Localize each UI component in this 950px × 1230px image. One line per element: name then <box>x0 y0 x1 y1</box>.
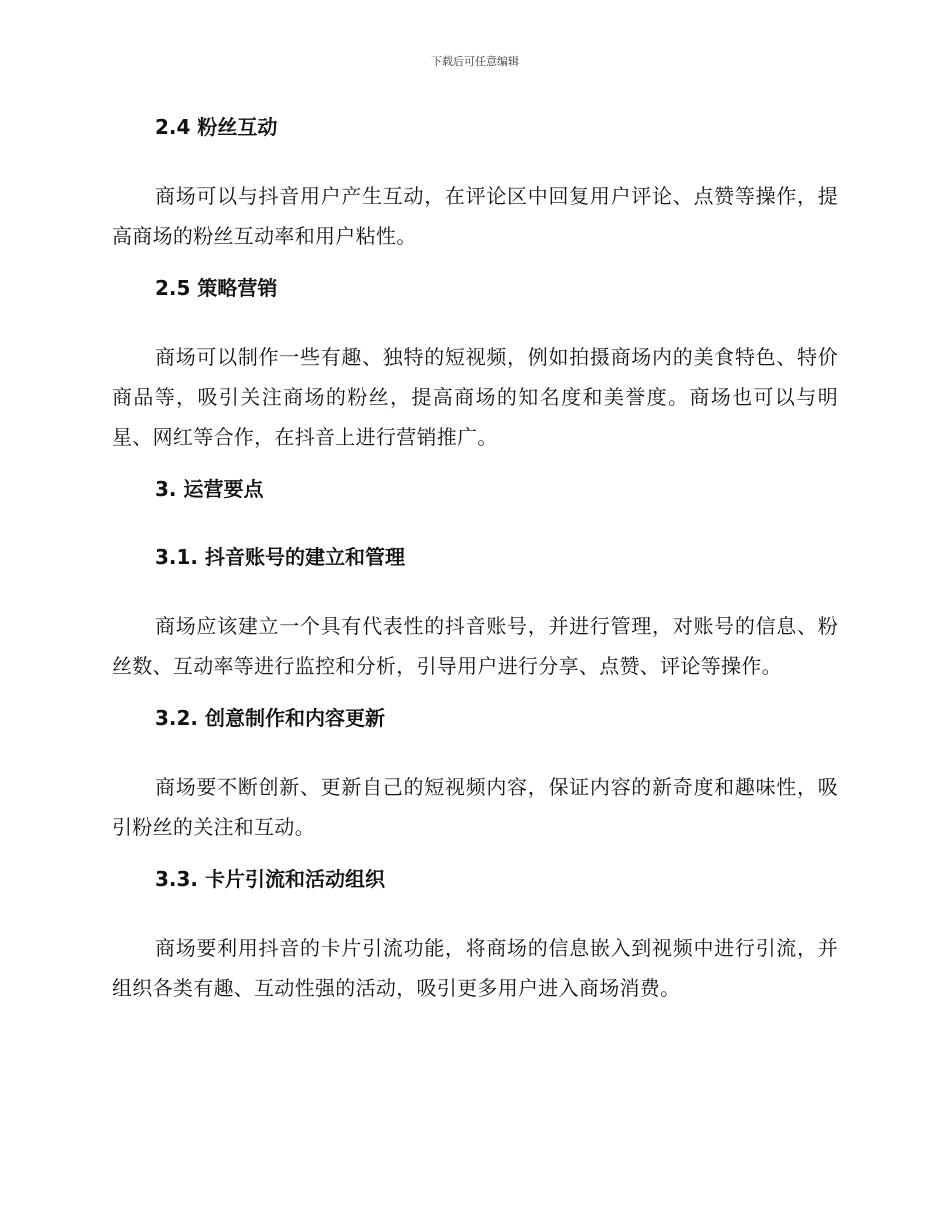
section-heading-3-1: 3.1. 抖音账号的建立和管理 <box>155 545 405 569</box>
section-heading-3: 3. 运营要点 <box>155 477 264 501</box>
section-paragraph-2-4: 商场可以与抖音用户产生互动，在评论区中回复用户评论、点赞等操作，提高商场的粉丝互动率和用户粘性。 <box>112 184 838 248</box>
section-paragraph-2-5: 商场可以制作一些有趣、独特的短视频，例如拍摄商场内的美食特色、特价商品等，吸引关注商场的粉丝，提高商场的知名度和美誉度。商场也可以与明星、网红等合作，在抖音上进行营销推广。 <box>112 345 838 449</box>
section-heading-3-3: 3.3. 卡片引流和活动组织 <box>155 867 385 891</box>
document-body <box>112 108 838 1021</box>
section-paragraph-3-3: 商场要利用抖音的卡片引流功能，将商场的信息嵌入到视频中进行引流，并组织各类有趣、互动性强的活动，吸引更多用户进入商场消费。 <box>112 936 838 1000</box>
section-heading-2-5: 2.5 策略营销 <box>155 276 278 300</box>
page-header: 下载后可任意编辑 <box>431 55 519 68</box>
section-paragraph-3-2: 商场要不断创新、更新自己的短视频内容，保证内容的新奇度和趣味性，吸引粉丝的关注和互动。 <box>112 775 838 839</box>
section-heading-3-2: 3.2. 创意制作和内容更新 <box>155 706 385 730</box>
section-paragraph-3-1: 商场应该建立一个具有代表性的抖音账号，并进行管理，对账号的信息、粉丝数、互动率等进行监控和分析，引导用户进行分享、点赞、评论等操作。 <box>112 614 838 678</box>
section-heading-2-4: 2.4 粉丝互动 <box>155 115 278 139</box>
